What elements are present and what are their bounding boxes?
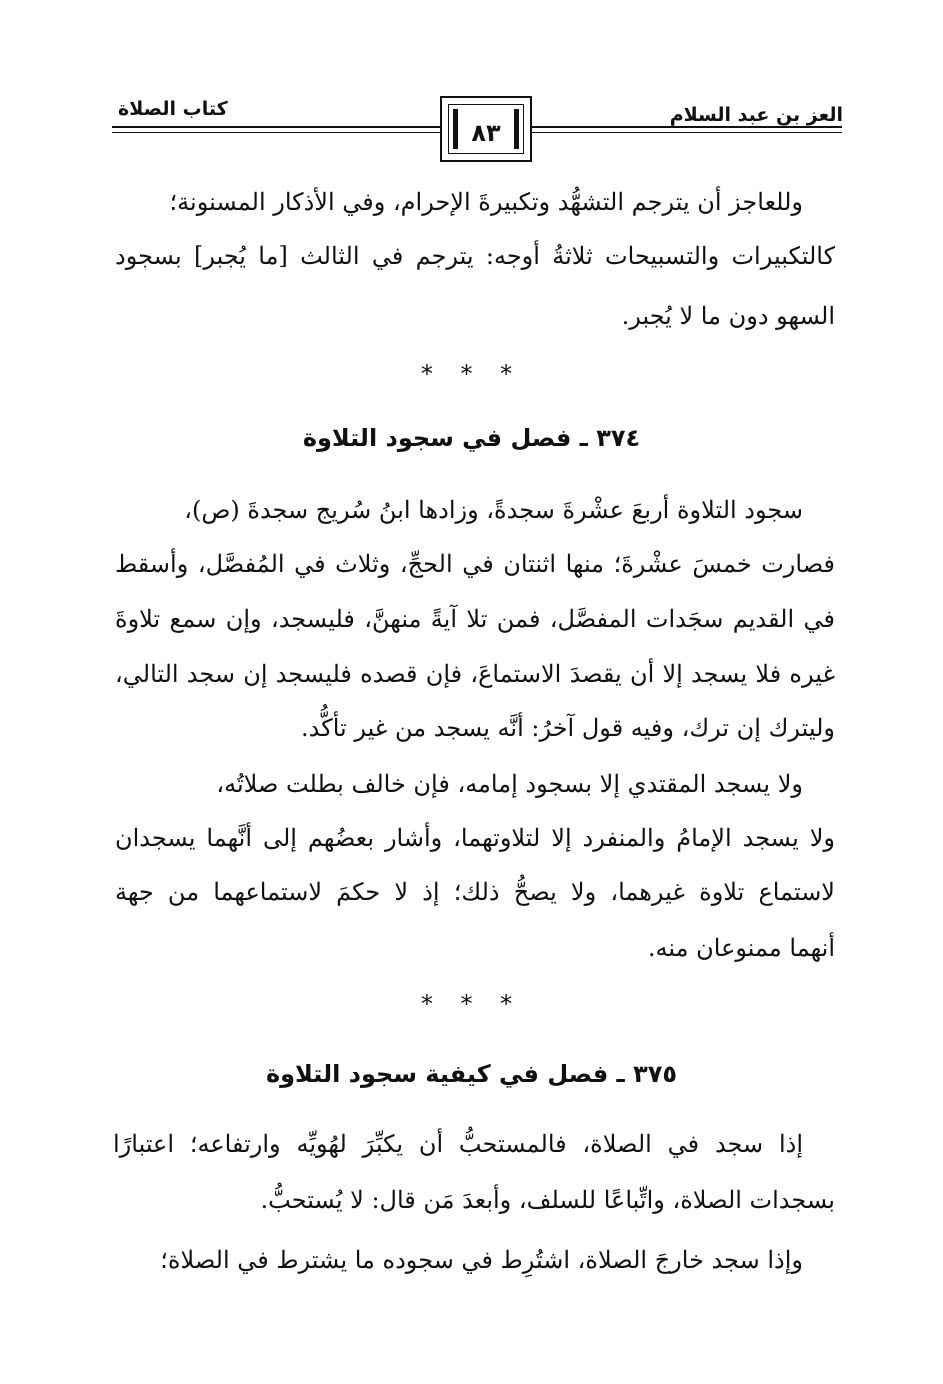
text-line: السهو دون ما لا يُجبر. [621,302,835,330]
text-line: كالتكبيرات والتسبيحات ثلاثةُ أوجه: يترجم في الثالث [ما يُجبر] بسجود [115,242,835,270]
text-line: إذا سجد في الصلاة، فالمستحبُّ أن يكبِّرَ لهُويِّه وارتفاعه؛ اعتبارًا [113,1130,803,1158]
text-line: بسجدات الصلاة، واتِّباعًا للسلف، وأبعدَ مَن قال: لا يُستحبُّ. [260,1186,835,1214]
text-line: وللعاجز أن يترجم التشهُّد وتكبيرةَ الإحرام، وفي الأذكار المسنونة؛ [169,188,803,216]
text-line: ولا يسجد الإمامُ والمنفرد إلا لتلاوتهما، وأشار بعضُهم إلى أنَّهما يسجدان [115,824,835,852]
text-line: غيره فلا يسجد إلا أن يقصدَ الاستماعَ، فإن قصده فليسجد إن سجد التالي، [115,660,835,688]
section-heading-375: ٣٧٥ ـ فصل في كيفية سجود التلاوة [265,1060,678,1088]
section-separator: * * * [420,360,523,388]
text-line: في القديم سجَدات المفصَّل، فمن تلا آيةً منهنَّ، فليسجد، وإن سمع تلاوةَ [115,605,835,633]
page-number: ٨٣ [471,119,501,147]
section-heading-374: ٣٧٤ ـ فصل في سجود التلاوة [302,424,641,452]
header-rule-left [112,126,442,128]
text-line: وإذا سجد خارجَ الصلاة، اشتُرِط في سجوده ما يشترط في الصلاة؛ [160,1246,803,1274]
section-separator: * * * [420,990,523,1018]
text-line: سجود التلاوة أربعَ عشْرةَ سجدةً، وزادها ابنُ سُريج سجدةَ (ص)، [184,496,803,524]
running-header-author: العز بن عبد السلام [669,104,843,126]
text-line: ولا يسجد المقتدي إلا بسجود إمامه، فإن خالف بطلت صلاتُه، [216,770,803,798]
header-rule-right [530,126,842,128]
header-rule-right-thin [530,132,842,133]
header-rule-left-thin [112,132,442,133]
page-number-frame [440,96,532,162]
text-line: وليترك إن ترك، وفيه قول آخرُ: أنَّه يسجد من غير تأكُّد. [301,714,835,742]
text-line: فصارت خمسَ عشْرةَ؛ منها اثنتان في الحجِّ، وثلاث في المُفصَّل، وأسقط [115,550,835,578]
page-header [0,0,943,170]
page-number-inner-frame [448,104,524,154]
text-line: أنهما ممنوعان منه. [647,934,835,962]
running-header-book: كتاب الصلاة [118,98,228,120]
text-line: لاستماع تلاوة غيرهما، ولا يصحُّ ذلك؛ إذ لا حكمَ لاستماعهما من جهة [115,878,835,906]
